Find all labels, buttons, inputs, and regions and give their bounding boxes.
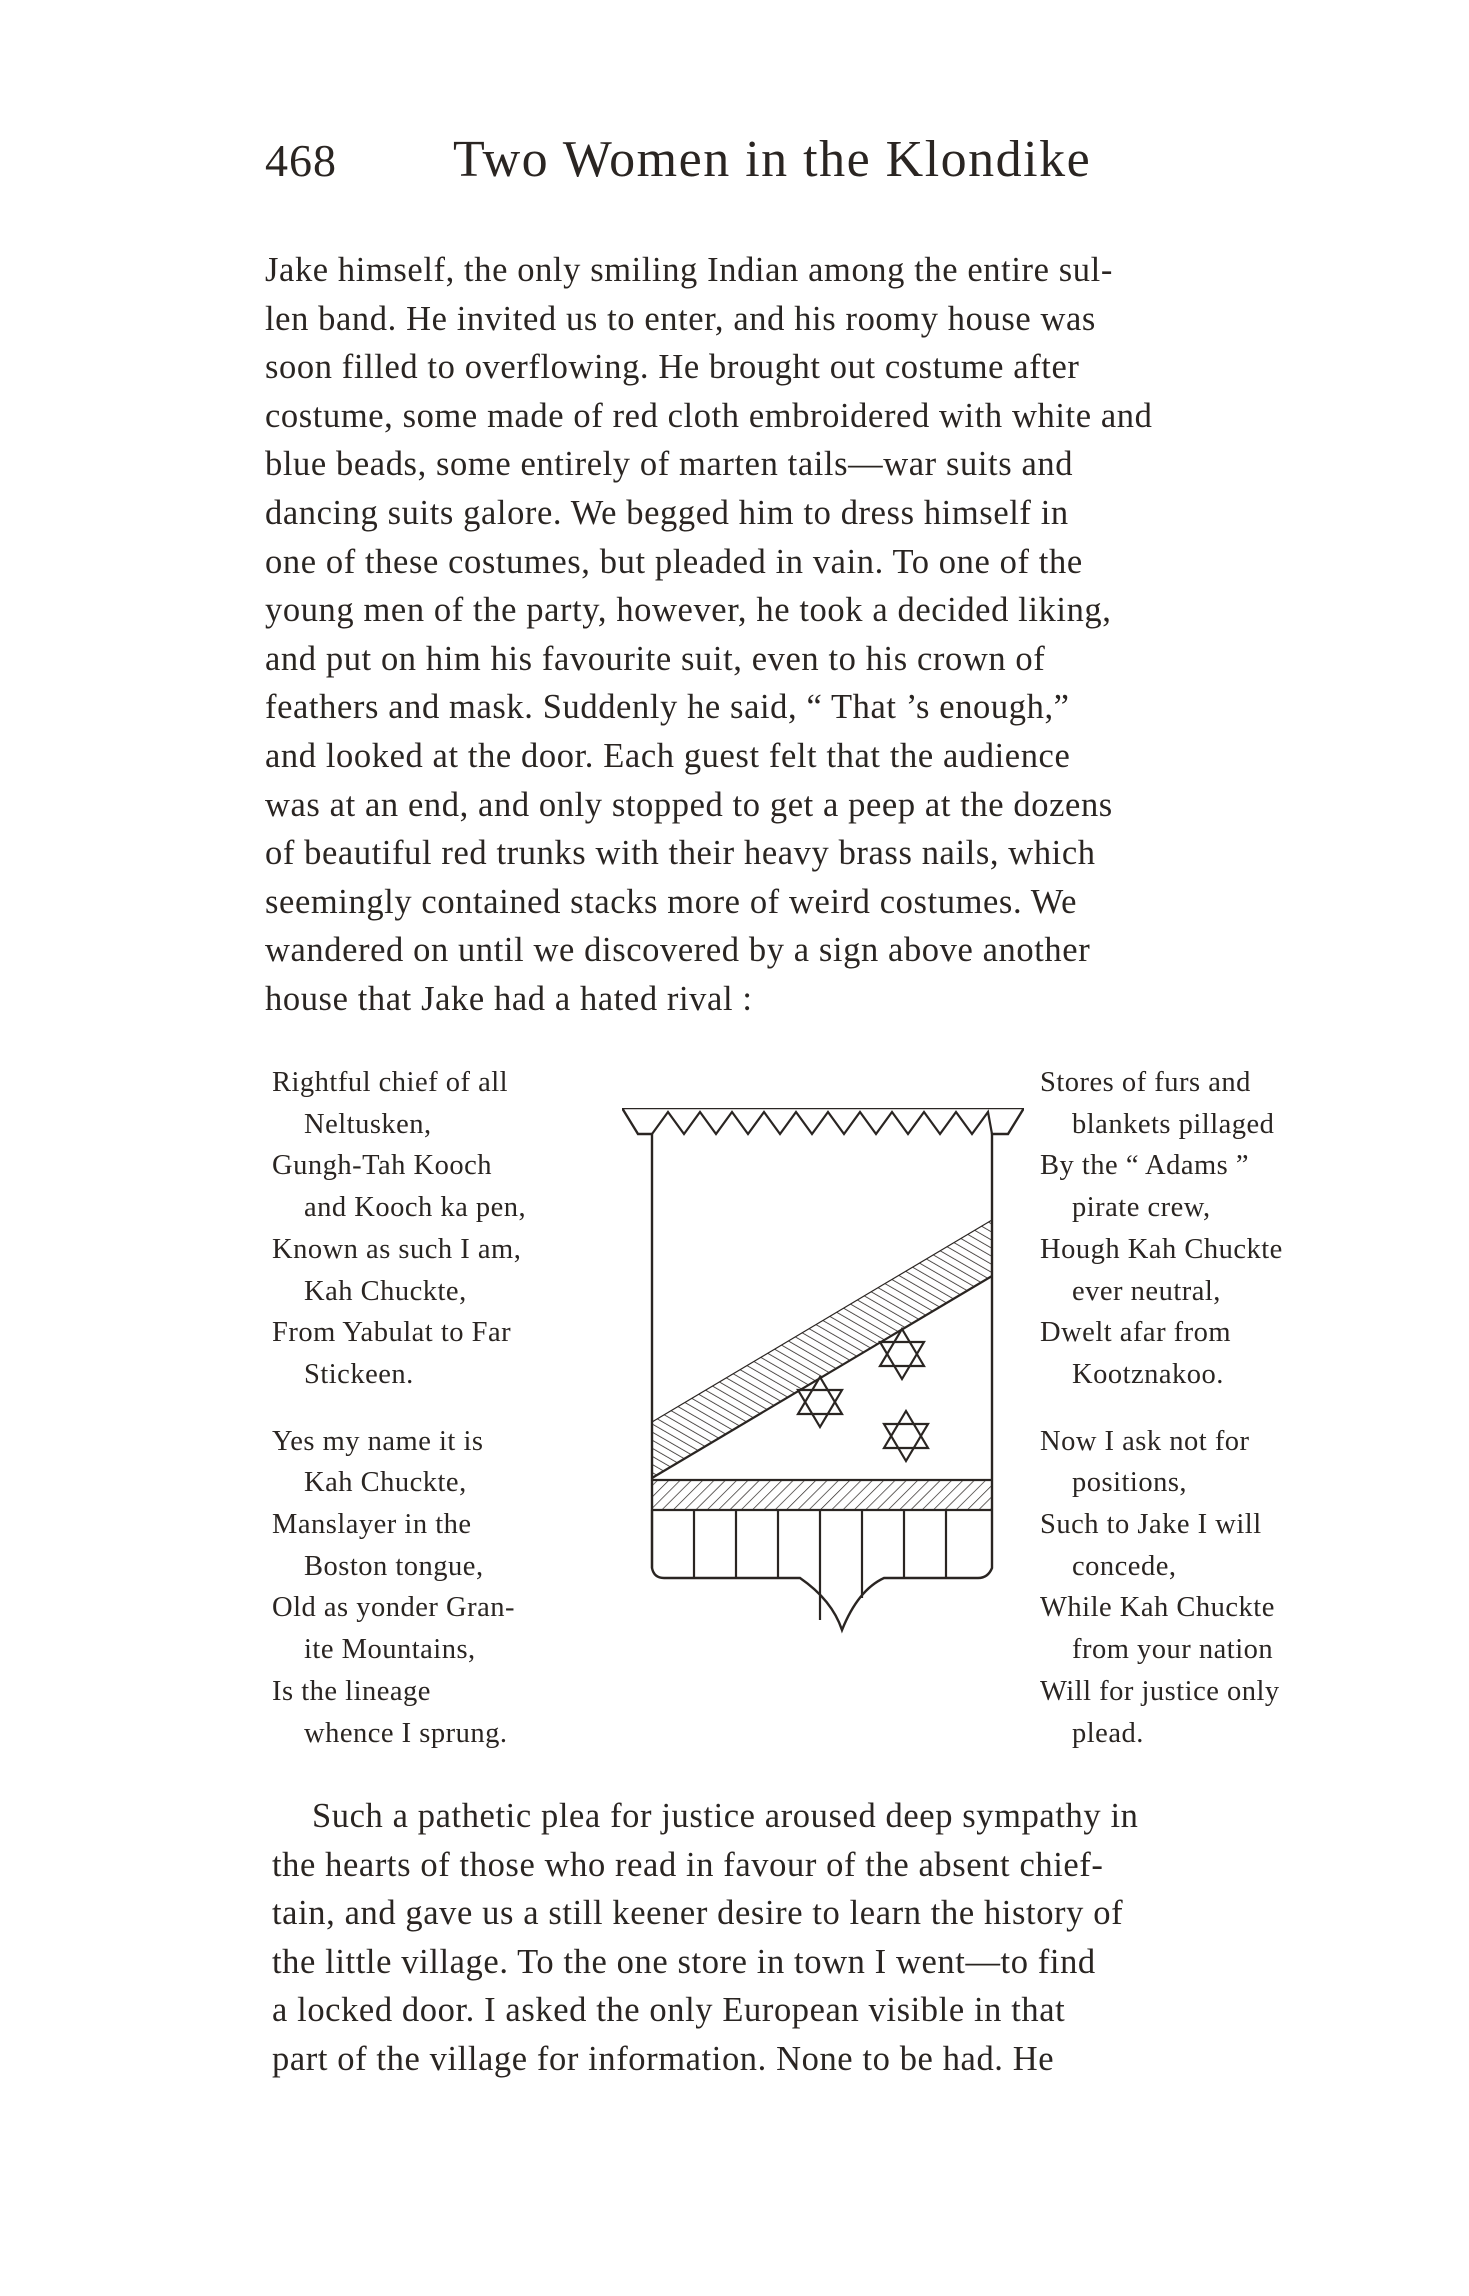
poem-line: pirate crew,: [1072, 1192, 1211, 1224]
poem-line: concede,: [1072, 1550, 1177, 1582]
running-header: [265, 130, 1205, 200]
poem-line: Stickeen.: [304, 1358, 414, 1390]
poem-line: By the “ Adams ”: [1040, 1150, 1250, 1182]
paragraph-line: soon filled to overflowing. He brought out costume after: [265, 348, 1080, 387]
paragraph-line-text: Such a pathetic plea for justice aroused deep sympathy in: [312, 1797, 1139, 1835]
running-title: Two Women in the Klondike: [453, 131, 1092, 188]
paragraph-line: and looked at the door. Each guest felt that the audience: [265, 736, 1071, 775]
paragraph-line: of beautiful red trunks with their heavy brass nails, which: [265, 834, 1096, 873]
poem-line: From Yabulat to Far: [272, 1317, 512, 1349]
paragraph-line: and put on him his favourite suit, even to his crown of: [265, 639, 1046, 678]
paragraph-line: tain, and gave us a still keener desire to learn the history of: [272, 1894, 1124, 1933]
poem-stanza: [1040, 1062, 1365, 1396]
paragraph-line: house that Jake had a hated rival :: [265, 979, 753, 1018]
chief-zigzag: [652, 1112, 992, 1134]
poem-stanza: [272, 1062, 592, 1396]
poem-line: whence I sprung.: [304, 1717, 508, 1749]
diagonal-band: [652, 1220, 992, 1478]
poem-line: ever neutral,: [1072, 1275, 1221, 1307]
poem-line: Gungh-Tah Kooch: [272, 1150, 492, 1182]
page-number: 468: [265, 135, 337, 186]
poem-line: Stores of furs and: [1040, 1067, 1251, 1098]
paragraph-line: dancing suits galore. We begged him to dress himself in: [265, 493, 1069, 532]
fess-stripe: [652, 1480, 992, 1510]
poem-line: and Kooch ka pen,: [304, 1192, 527, 1224]
paragraph-line: was at an end, and only stopped to get a peep at the dozens: [265, 785, 1113, 824]
poem-line: Boston tongue,: [304, 1550, 484, 1582]
poem-stanza: [1040, 1421, 1365, 1755]
poem-line: Known as such I am,: [272, 1233, 522, 1265]
poem-line: Old as yonder Gran-: [272, 1592, 515, 1624]
poem-line: blankets pillaged: [1072, 1108, 1275, 1140]
star-icon: [884, 1411, 928, 1461]
poem-line: Rightful chief of all: [272, 1067, 509, 1098]
poem-line: Such to Jake I will: [1040, 1509, 1262, 1541]
poem-line: plead.: [1072, 1717, 1144, 1749]
bottom-paragraph: [272, 1792, 1370, 2084]
paragraph-line: costume, some made of red cloth embroidered with white and: [265, 396, 1153, 435]
poem-line: Kah Chuckte,: [304, 1467, 467, 1499]
paragraph-line: feathers and mask. Suddenly he said, “ That ’s enough,”: [265, 688, 1070, 727]
paragraph-line: a locked door. I asked the only European visible in that: [272, 1991, 1066, 2030]
top-paragraph: [265, 246, 1360, 1024]
poem-line: Manslayer in the: [272, 1509, 472, 1541]
paragraph-line: one of these costumes, but pleaded in vain. To one of the: [265, 542, 1083, 581]
poem-line: from your nation: [1072, 1634, 1274, 1666]
poem-line: Is the lineage: [272, 1675, 431, 1707]
poem-right-column: [1040, 1062, 1365, 1754]
poem-line: Now I ask not for: [1040, 1425, 1250, 1457]
poem-line: Kah Chuckte,: [304, 1275, 467, 1307]
paragraph-line: wandered on until we discovered by a sign above another: [265, 931, 1091, 970]
pale-stripes: [652, 1510, 946, 1620]
poem-left-column: [272, 1062, 592, 1754]
poem-line: ite Mountains,: [304, 1634, 476, 1666]
paragraph-line: the little village. To the one store in town I went—to find: [272, 1942, 1096, 1981]
paragraph-line: blue beads, some entirely of marten tails—war suits and: [265, 445, 1074, 484]
shield-illustration: [622, 1108, 1024, 1690]
poem-line: Neltusken,: [304, 1108, 432, 1140]
poem-line: While Kah Chuckte: [1040, 1592, 1275, 1624]
paragraph-line: seemingly contained stacks more of weird costumes. We: [265, 882, 1078, 921]
poem-line: Dwelt afar from: [1040, 1317, 1232, 1349]
poem-stanza: [272, 1421, 592, 1755]
paragraph-line: young men of the party, however, he took a decided liking,: [265, 591, 1112, 630]
poem-line: positions,: [1072, 1467, 1188, 1499]
paragraph-line: len band. He invited us to enter, and his roomy house was: [265, 299, 1096, 338]
paragraph-line: part of the village for information. None to be had. He: [272, 2039, 1055, 2078]
poem-line: Yes my name it is: [272, 1425, 484, 1457]
poem-line: Hough Kah Chuckte: [1040, 1233, 1283, 1265]
poem-line: Kootznakoo.: [1072, 1358, 1224, 1390]
poem-line: Will for justice only: [1040, 1675, 1280, 1707]
paragraph-line: Jake himself, the only smiling Indian among the entire sul-: [265, 251, 1113, 289]
paragraph-line: the hearts of those who read in favour of the absent chief-: [272, 1845, 1104, 1884]
paragraph-line: [272, 1792, 1370, 1841]
